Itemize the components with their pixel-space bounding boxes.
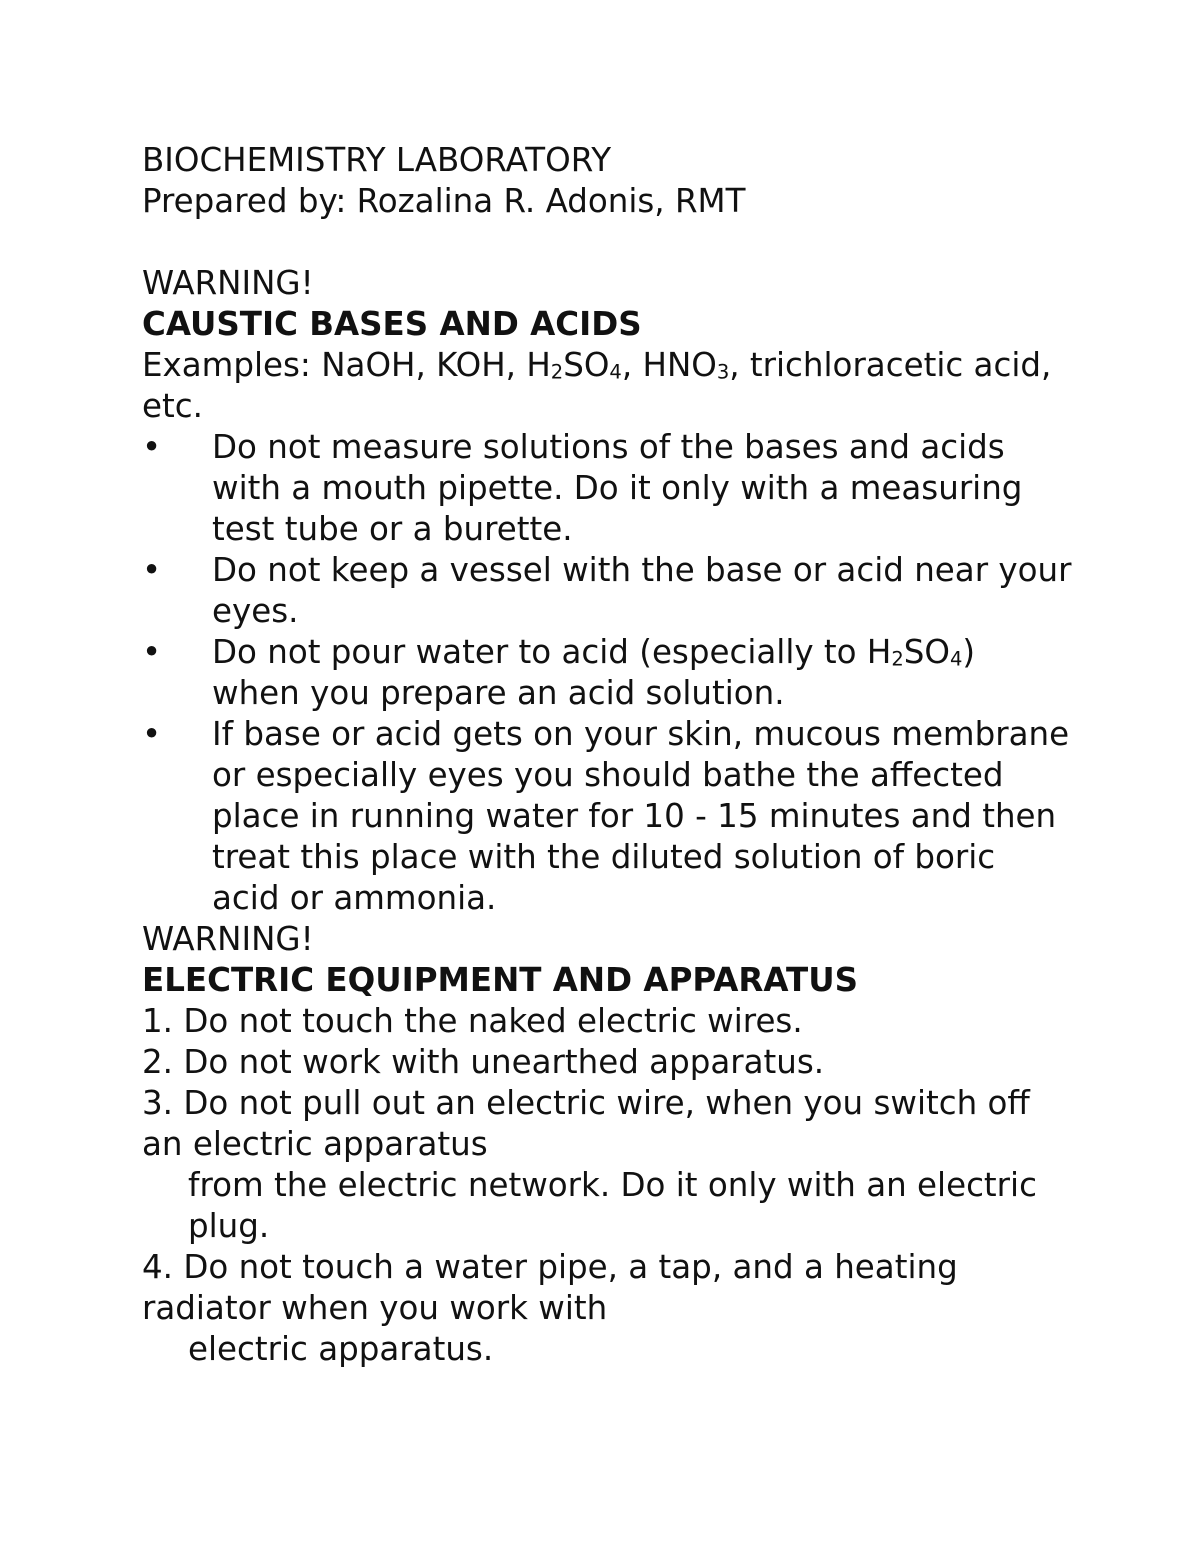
- section2-heading: ELECTRIC EQUIPMENT AND APPARATUS: [142, 961, 858, 999]
- section2-warning: WARNING!: [142, 920, 314, 958]
- bullet-text: If base or acid gets on your skin, mucous membrane or especially eyes you should bathe the affected place in running water for 10 - 15 minutes and then treat this place with the diluted solution of boric acid or ammonia.: [212, 715, 1070, 917]
- bullet-icon: •: [142, 428, 162, 466]
- prepared-by: Prepared by: Rozalina R. Adonis, RMT: [142, 182, 746, 220]
- bullet-text: Do not measure solutions of the bases and acids with a mouth pipette. Do it only with a measuring test tube or a burette.: [212, 428, 1023, 548]
- bullet-icon: •: [142, 551, 162, 589]
- bullet-icon: •: [142, 633, 162, 671]
- bullet-item: [142, 714, 1072, 919]
- examples-line: Examples: NaOH, KOH, $H_2SO_4$, $HNO_3$, trichloracetic acid, etc.: [142, 346, 1052, 425]
- numbered-item-line: 4. Do not touch a water pipe, a tap, and a heating radiator when you work with: [142, 1248, 958, 1327]
- document-title: BIOCHEMISTRY LABORATORY: [142, 141, 612, 179]
- numbered-item: [142, 1247, 1072, 1370]
- section1-heading: CAUSTIC BASES AND ACIDS: [142, 305, 642, 343]
- blank-line: [142, 222, 1072, 263]
- bullet-text: Do not keep a vessel with the base or acid near your eyes.: [212, 551, 1072, 630]
- numbered-item-line: 3. Do not pull out an electric wire, when you switch off an electric apparatus: [142, 1084, 1030, 1163]
- bullet-icon: •: [142, 715, 162, 753]
- bullet-item: [142, 427, 1072, 550]
- bullet-item: [142, 550, 1072, 632]
- numbered-item-continuation: electric apparatus.: [188, 1330, 494, 1368]
- document-page: [142, 140, 1072, 1370]
- numbered-item: [142, 1083, 1072, 1247]
- bullet-item: [142, 632, 1072, 714]
- numbered-item-continuation: from the electric network. Do it only with an electric plug.: [188, 1166, 1037, 1245]
- bullet-text: Do not pour water to acid (especially to $H_2SO_4$) when you prepare an acid solution.: [212, 633, 976, 712]
- numbered-item: 1. Do not touch the naked electric wires.: [142, 1002, 803, 1040]
- section1-warning: WARNING!: [142, 264, 314, 302]
- numbered-item: 2. Do not work with unearthed apparatus.: [142, 1043, 825, 1081]
